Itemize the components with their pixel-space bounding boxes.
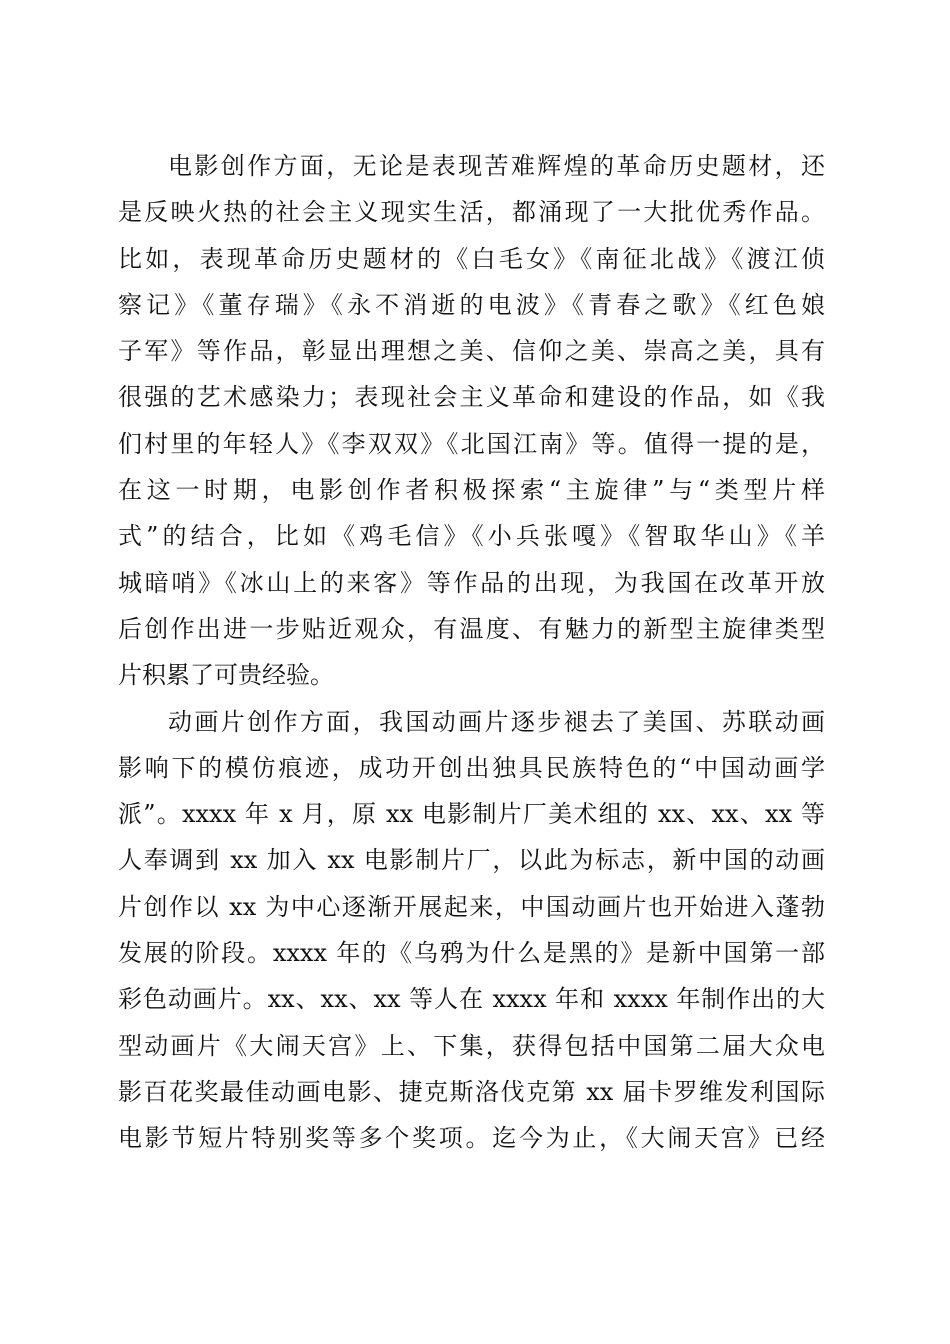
text-line: 片创作以 xx 为中心逐渐开展起来，中国动画片也开始进入蓬勃 <box>118 892 825 921</box>
text-line: 动画片创作方面，我国动画片逐步褪去了美国、苏联动画 <box>168 707 825 736</box>
text-line: 们村里的年轻人》《李双双》《北国江南》等。值得一提的是， <box>118 429 825 458</box>
text-line: 片积累了可贵经验。 <box>118 661 334 690</box>
text-line: 在这一时期，电影创作者积极探索“主旋律”与“类型片样 <box>118 476 825 505</box>
text-line: 电影节短片特别奖等多个奖项。迄今为止，《大闹天宫》已经 <box>118 1124 825 1153</box>
text-line: 电影创作方面，无论是表现苦难辉煌的革命历史题材，还 <box>168 152 825 180</box>
text-line: 人奉调到 xx 加入 xx 电影制片厂，以此为标志，新中国的动画 <box>118 846 825 875</box>
text-line: 察记》《董存瑞》《永不消逝的电波》《青春之歌》《红色娘 <box>118 290 825 319</box>
text-line: 彩色动画片。xx、xx、xx 等人在 xxxx 年和 xxxx 年制作出的大 <box>118 985 825 1014</box>
text-line: 是反映火热的社会主义现实生活，都涌现了一大批优秀作品。 <box>118 198 825 227</box>
text-line: 子军》等作品，彰显出理想之美、信仰之美、崇高之美，具有 <box>118 337 825 366</box>
text-line: 影百花奖最佳动画电影、捷克斯洛伐克第 xx 届卡罗维发利国际 <box>118 1077 825 1106</box>
paragraph-animation-creation <box>118 699 825 1162</box>
document-body <box>118 143 825 1162</box>
text-line: 城暗哨》《冰山上的来客》等作品的出现，为我国在改革开放 <box>118 568 825 597</box>
text-line: 后创作出进一步贴近观众，有温度、有魅力的新型主旋律类型 <box>118 614 825 643</box>
paragraph-film-creation <box>118 143 825 699</box>
text-line: 影响下的模仿痕迹，成功开创出独具民族特色的“中国动画学 <box>118 753 825 782</box>
text-line: 发展的阶段。xxxx 年的《乌鸦为什么是黑的》是新中国第一部 <box>118 939 825 968</box>
text-line: 很强的艺术感染力；表现社会主义革命和建设的作品，如《我 <box>118 383 825 412</box>
text-line: 型动画片《大闹天宫》上、下集，获得包括中国第二届大众电 <box>118 1031 825 1060</box>
text-line: 式”的结合，比如《鸡毛信》《小兵张嘎》《智取华山》《羊 <box>118 522 825 551</box>
text-line: 派”。xxxx 年 x 月，原 xx 电影制片厂美术组的 xx、xx、xx 等 <box>118 800 825 829</box>
text-line: 比如，表现革命历史题材的《白毛女》《南征北战》《渡江侦 <box>118 244 825 273</box>
